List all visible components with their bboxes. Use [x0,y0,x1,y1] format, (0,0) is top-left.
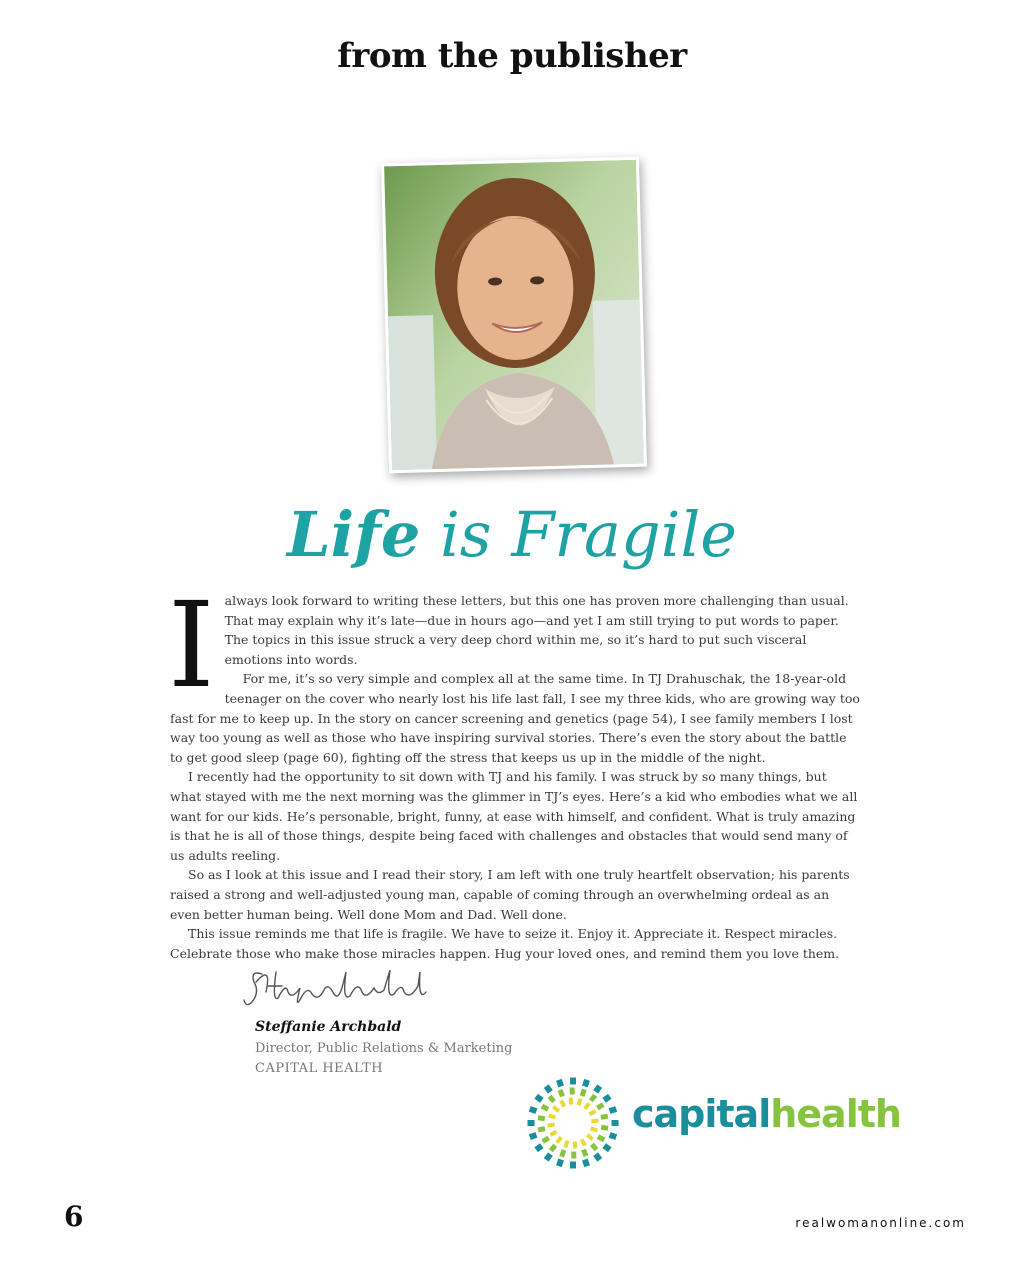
section-header: from the publisher [337,36,687,76]
website-url: realwomanonline.com [795,1216,966,1230]
paragraph-1 [168,576,860,714]
paragraph-2: For me, it’s so very simple and complex all at the same time. In TJ Drahuschak, the 18-year-old teenager on the cover who nearly lost his life last fall, I see my three kids, who are growing way too fast for me to keep up. In the story on cancer screening and genetics (page 54), I see family members I lost way too young as well as those who have inspiring survival stories. There’s even the story about the battle to get good sleep (page 60), fighting off the stress that keeps us up in the middle of the night. [170,671,860,765]
paragraph-3: I recently had the opportunity to sit down with TJ and his family. I was struck by so many things, but what stayed with me the next morning was the glimmer in TJ’s eyes. Here’s a kid who embodies what we all want for our kids. He’s personable, bright, funny, at ease with himself, and confident. What is truly amazing is that he is all of those things, despite being faced with challenges and obstacles that would send many of us adults reeling. [170,769,858,863]
paragraph-1-text: always look forward to writing these letters, but this one has proven more challenging than usual. That may explain why it’s late—due in hours ago—and yet I am still trying to put words to paper. The topics in this issue struck a very deep chord within me, so it’s hard to put such visceral emotions into words. [224,593,849,667]
capital-health-logo-text [632,1092,901,1136]
signer-organization: CAPITAL HEALTH [255,1061,384,1076]
handwritten-signature [242,952,432,1017]
paragraph-4: So as I look at this issue and I read their story, I am left with one truly heartfelt observation; his parents raised a strong and well-adjusted young man, capable of coming through an overwhelming ordeal as an even better human being. Well done Mom and Dad. Well done. [170,867,850,922]
logo-word-capital: capital [632,1092,771,1136]
title-rest-part: is Fragile [420,498,737,571]
paragraph-5: This issue reminds me that life is fragile. We have to seize it. Enjoy it. Appreciate it. Respect miracles. Celebrate those who make those miracles happen. Hug your loved ones, and remind them you love them. [170,926,840,961]
publisher-photo [381,157,647,474]
article-title [0,498,1024,571]
signer-name: Steffanie Archbald [255,1019,402,1035]
logo-word-health: health [770,1092,901,1136]
page-number: 6 [64,1200,84,1233]
capital-health-logo-icon [526,1076,620,1170]
title-bold-part: Life [287,498,421,571]
article-body [168,576,860,963]
drop-cap: I [168,576,215,714]
signer-title: Director, Public Relations & Marketing [255,1041,513,1056]
